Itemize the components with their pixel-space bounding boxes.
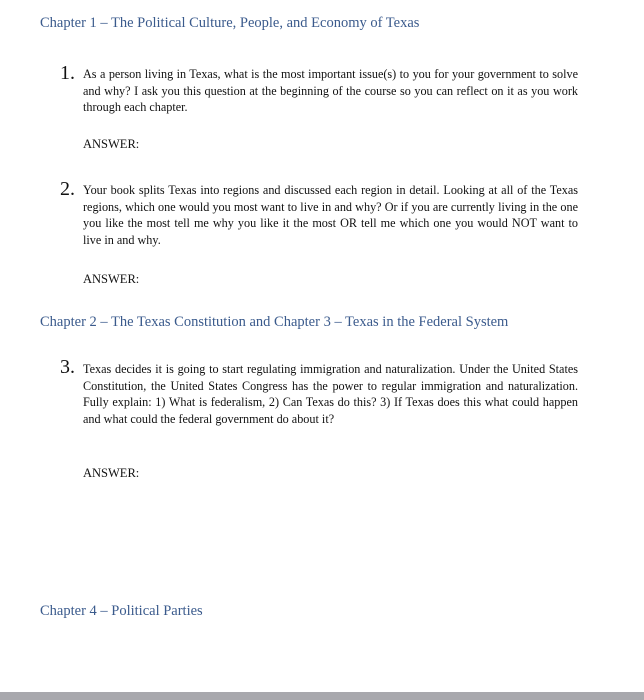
question-2-answer-label: ANSWER:: [83, 272, 140, 286]
question-1-answer-label: ANSWER:: [83, 137, 140, 151]
question-3-number: 3.: [60, 356, 75, 378]
page-bottom-edge: [0, 692, 644, 700]
question-1-text: As a person living in Texas, what is the most important issue(s) to you for your government to solve and why? I ask you this question at the beginning of the course so you can reflect on it as you work through each chapter.: [83, 67, 578, 115]
chapter-4-heading: Chapter 4 – Political Parties: [40, 603, 203, 619]
question-3-text: Texas decides it is going to start regulating immigration and naturalization. Under the United States Constitution, the United States Congress has the power to regular immigration and naturalization. Fully explain: 1) What is federalism, 2) Can Texas do this? 3) If Texas does this what could happen and what could the federal government do about it?: [83, 362, 578, 426]
question-2-number: 2.: [60, 178, 75, 200]
chapter-2-3-heading: Chapter 2 – The Texas Constitution and Chapter 3 – Texas in the Federal System: [40, 314, 509, 330]
question-3-answer-label: ANSWER:: [83, 466, 140, 480]
question-1-number: 1.: [60, 62, 75, 84]
chapter-1-heading: Chapter 1 – The Political Culture, People, and Economy of Texas: [40, 15, 420, 31]
question-2-text: Your book splits Texas into regions and discussed each region in detail. Looking at all of the Texas regions, which one would you most want to live in and why? Or if you are currently living in the one you like the most tell me why you like it the most OR tell me which one you would NOT want to live in and why.: [83, 183, 578, 247]
